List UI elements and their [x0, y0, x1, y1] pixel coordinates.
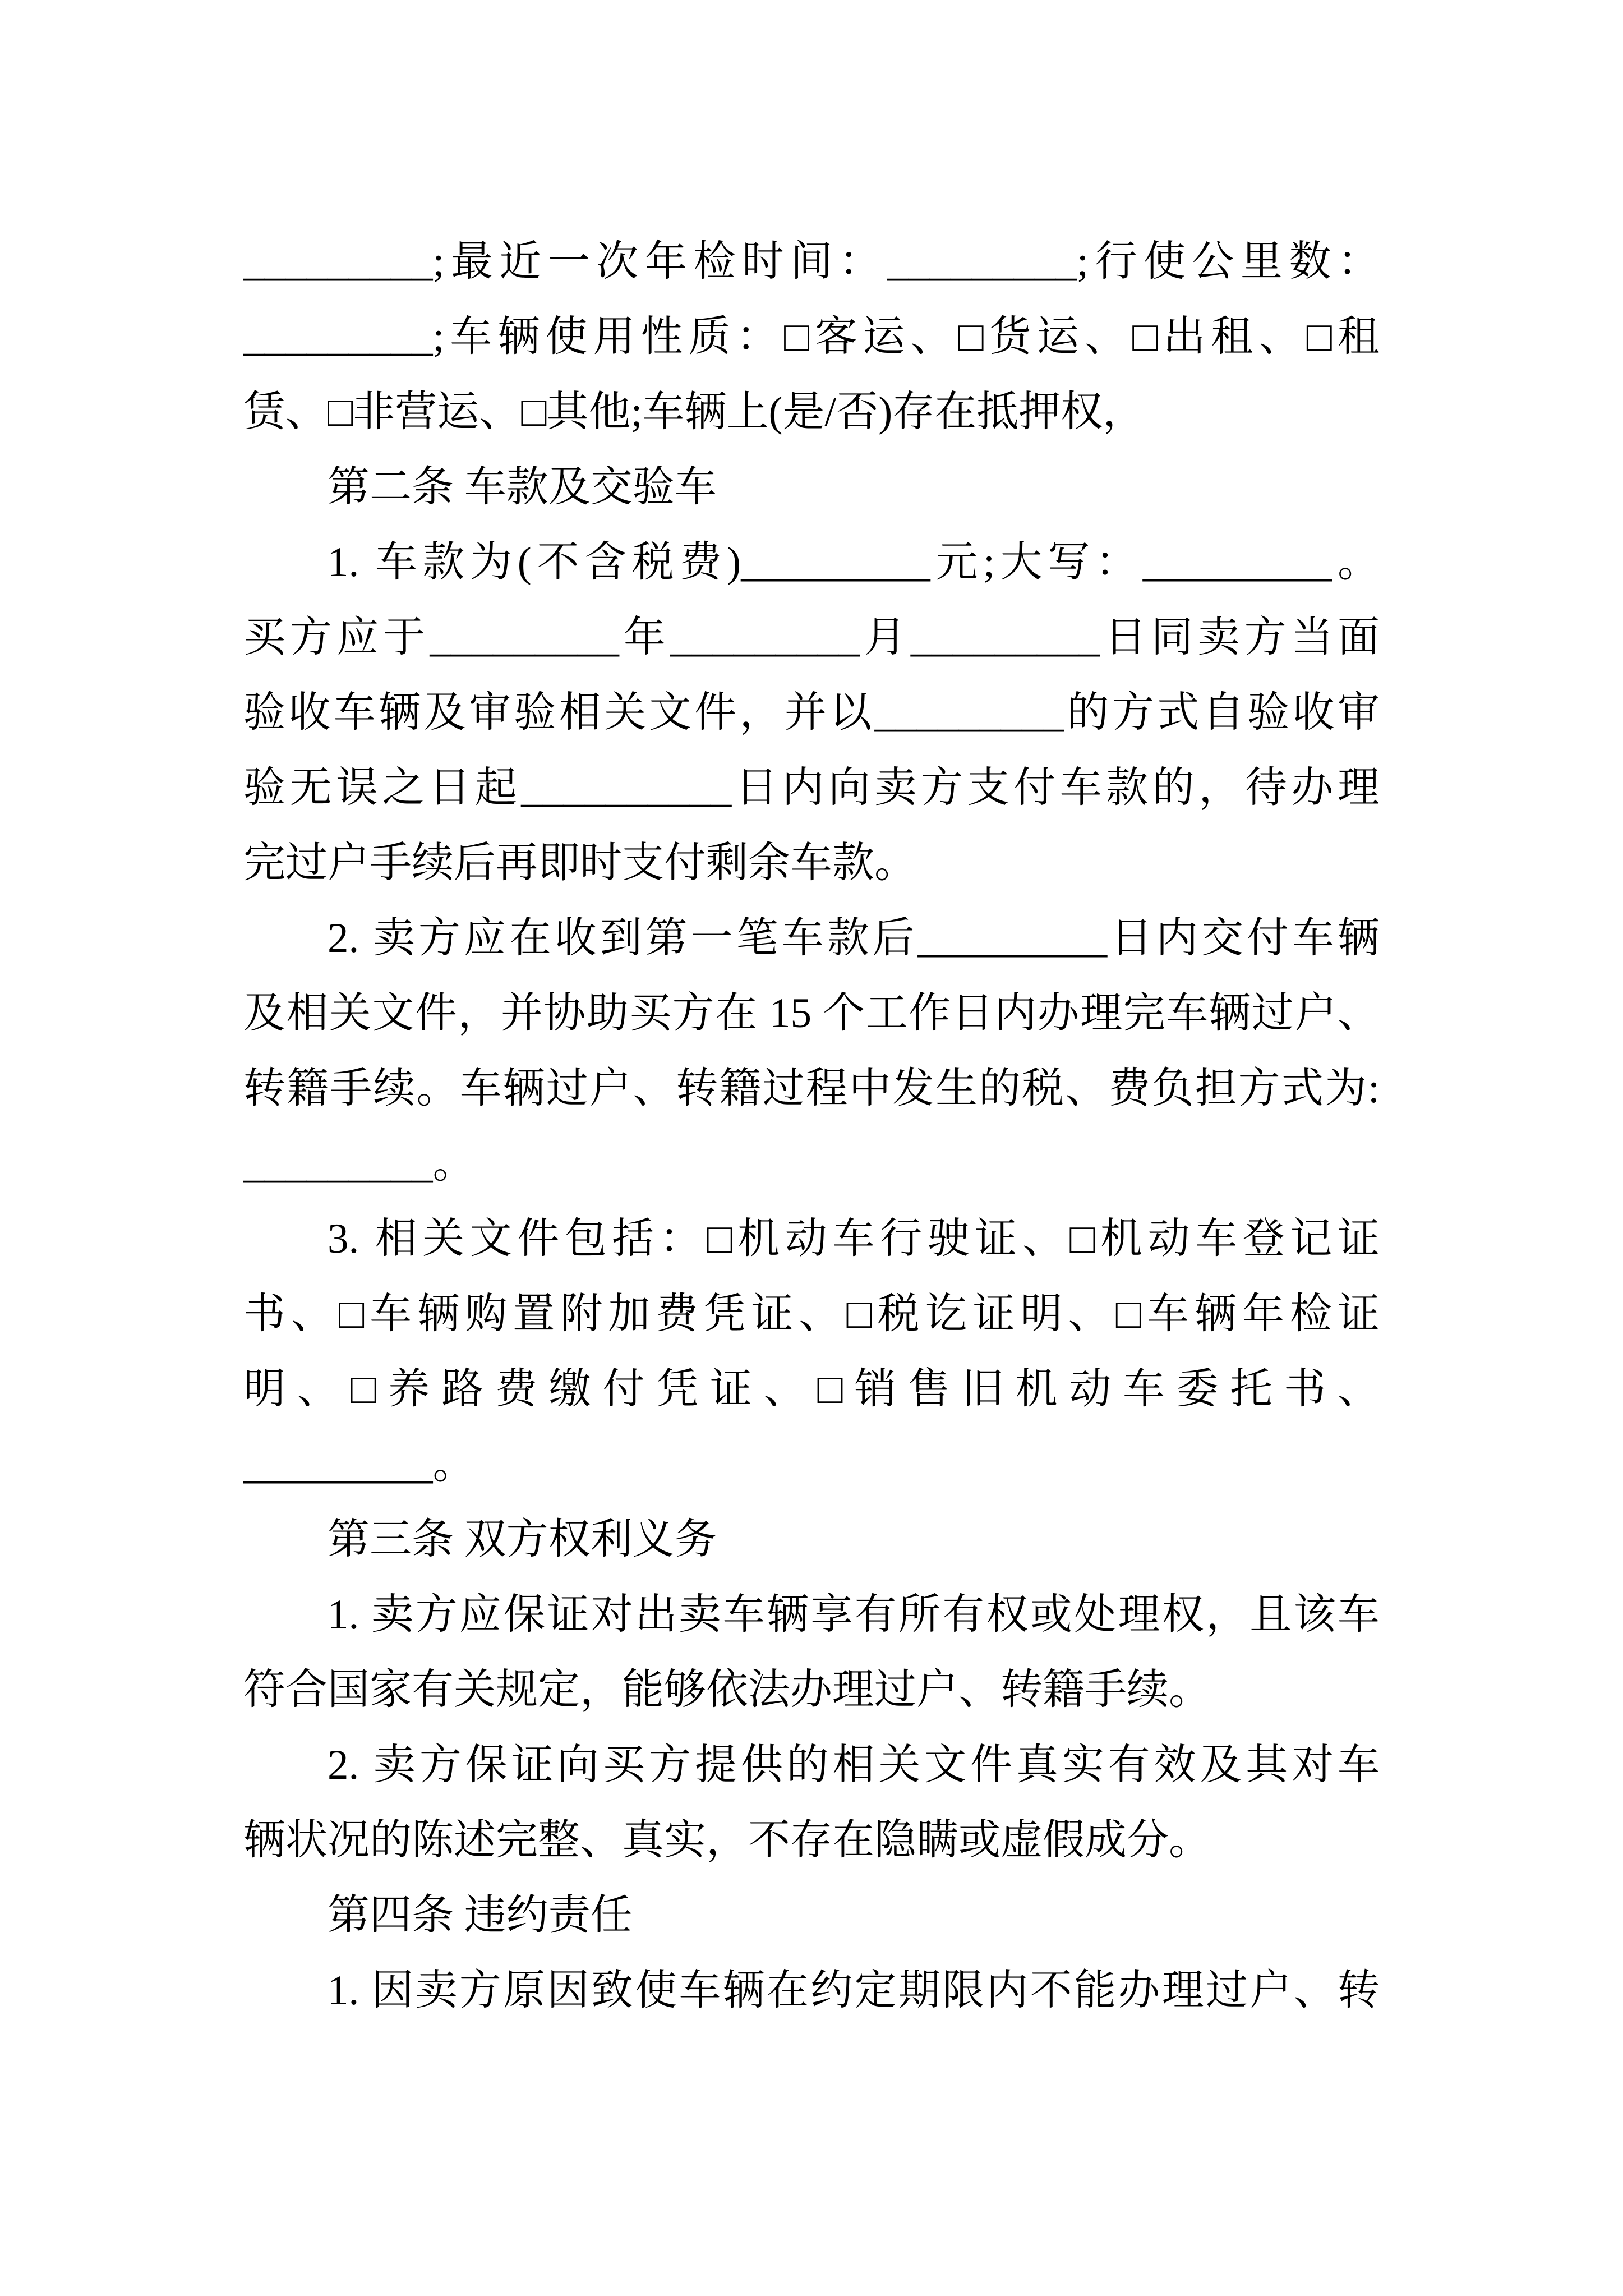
line-payment-days: 验无误之日起__________日内向卖方支付车款的，待办理: [243, 765, 1380, 811]
line-blank-period-2: _________。: [243, 1441, 475, 1488]
line-delivery-days: 2. 卖方应在收到第一笔车款后_________日内交付车辆: [328, 915, 1380, 961]
line-documents-list-2: 书、□车辆购置附加费凭证、□税讫证明、□车辆年检证: [243, 1291, 1380, 1337]
line-vehicle-usage-nature: _________;车辆使用性质：□客运、□货运、□出租、□租: [243, 314, 1380, 360]
line-usage-options-mortgage: 赁、□非营运、□其他;车辆上(是/否)存在抵押权，: [243, 389, 1145, 435]
line-breach-transfer: 1. 因卖方原因致使车辆在约定期限内不能办理过户、转: [328, 1967, 1380, 2014]
line-inspection-method: 验收车辆及审验相关文件，并以_________的方式自验收审: [243, 689, 1380, 736]
line-seller-ownership: 1. 卖方应保证对出卖车辆享有所有权或处理权，且该车: [328, 1591, 1380, 1638]
heading-clause-2: 第二条 车款及交验车: [328, 464, 717, 510]
line-documents-list-3: 明、□养路费缴付凭证、□销售旧机动车委托书、: [243, 1366, 1380, 1412]
line-vehicle-condition: 辆状况的陈述完整、真实，不存在隐瞒或虚假成分。: [243, 1817, 1211, 1864]
line-payment-date: 买方应于_________年_________月_________日同卖方当面: [243, 614, 1380, 661]
heading-clause-4: 第四条 违约责任: [328, 1892, 633, 1939]
line-comply-regulations: 符合国家有关规定，能够依法办理过户、转籍手续。: [243, 1667, 1211, 1713]
heading-clause-3: 第三条 双方权利义务: [328, 1516, 717, 1563]
line-documents-list-1: 3. 相关文件包括：□机动车行驶证、□机动车登记证: [328, 1216, 1380, 1262]
line-transfer-15-days: 及相关文件，并协助买方在 15 个工作日内办理完车辆过户、: [243, 990, 1380, 1037]
line-blank-period: _________。: [243, 1140, 475, 1187]
line-seller-guarantee-docs: 2. 卖方保证向买方提供的相关文件真实有效及其对车: [328, 1742, 1380, 1788]
line-inspection-time-blank: _________;最近一次年检时间：_________;行使公里数：: [243, 238, 1380, 285]
line-price-amount: 1. 车款为(不含税费)_________元;大写：_________。: [328, 539, 1380, 586]
line-remaining-payment: 完过户手续后再即时支付剩余车款。: [243, 840, 917, 886]
line-tax-fee-burden: 转籍手续。车辆过户、转籍过程中发生的税、费负担方式为:: [243, 1065, 1380, 1112]
